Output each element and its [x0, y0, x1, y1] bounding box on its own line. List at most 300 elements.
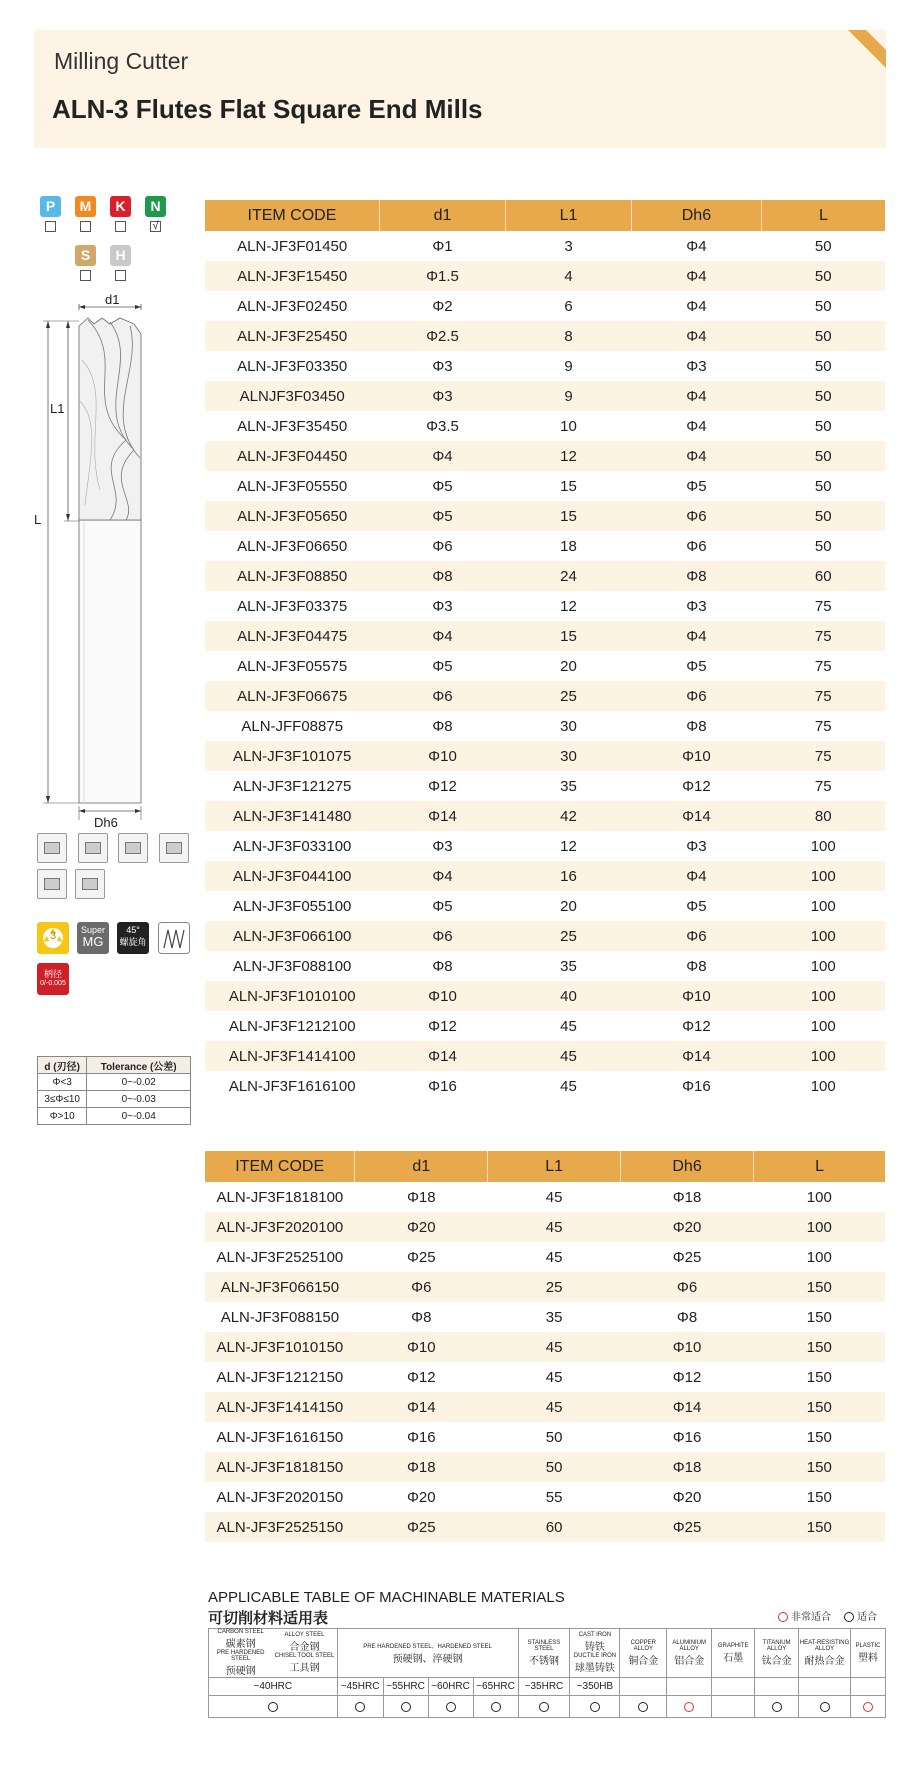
- table-cell: Φ14: [621, 1392, 754, 1422]
- material-badge-s: S: [75, 245, 96, 266]
- table-cell: Φ10: [631, 741, 761, 771]
- slot-milling-icon: [78, 833, 108, 863]
- table-cell: 150: [754, 1452, 885, 1482]
- material-checkbox-p: [45, 221, 56, 232]
- table-cell: ALN-JF3F055100: [233, 897, 352, 915]
- table-cell: Φ2: [432, 297, 453, 315]
- table-cell: Φ4: [631, 861, 761, 891]
- suitability-cell: [209, 1696, 338, 1718]
- table-cell: 8: [506, 321, 632, 351]
- material-en: PRE HARDENED STEEL、HARDENED STEEL: [363, 1644, 492, 1650]
- table-row: [205, 1212, 885, 1242]
- table-cell: Φ14: [631, 801, 761, 831]
- table-cell: Φ8: [411, 1308, 432, 1326]
- helix-angle-value: 45°: [126, 925, 140, 935]
- table-cell: ALNJF3F03450: [205, 381, 379, 411]
- column-header: L1: [506, 200, 632, 231]
- material-aluminium-alloy: [667, 1629, 712, 1678]
- table-cell: 35: [560, 777, 577, 795]
- table-cell: Φ4: [631, 321, 761, 351]
- table-cell: 150: [806, 1488, 832, 1506]
- table-cell: Φ20: [355, 1212, 488, 1242]
- table-row: [205, 321, 885, 351]
- table-cell: 150: [806, 1308, 832, 1326]
- table-cell: Φ10: [355, 1332, 488, 1362]
- table-row: [205, 351, 885, 381]
- table-cell: Φ8: [686, 957, 707, 975]
- table-row: [205, 711, 885, 741]
- table-cell: ALN-JF3F101075: [205, 741, 379, 771]
- header-banner: [34, 30, 886, 148]
- column-header: d1: [379, 200, 505, 231]
- coating-badge: [77, 922, 109, 954]
- table-cell: Φ14: [631, 1041, 761, 1071]
- table-cell: Φ3: [432, 357, 453, 375]
- table-cell: Φ14: [379, 1041, 505, 1071]
- table-cell: 20: [560, 657, 577, 675]
- table-cell: 75: [814, 717, 832, 735]
- table-cell: 45: [488, 1392, 621, 1422]
- side-milling-icon: [37, 833, 67, 863]
- legend-suitable-label: 适合: [857, 1612, 877, 1623]
- shank-tolerance-value: 0/-0.005: [40, 980, 66, 987]
- suitability-cell: [518, 1696, 570, 1718]
- table-cell: Φ3: [379, 381, 505, 411]
- table-cell: 80: [761, 801, 885, 831]
- material-en: ALUMINIUM: [672, 1639, 707, 1646]
- table-row: [205, 561, 885, 591]
- material-cn: 碳素钢: [225, 1639, 256, 1650]
- column-header: L1: [488, 1151, 621, 1182]
- pocket-milling-icon: [118, 833, 148, 863]
- table-cell: 25: [488, 1272, 621, 1302]
- applicable-materials-table: [208, 1628, 886, 1718]
- table-cell: Φ12: [672, 1368, 702, 1386]
- table-cell: Φ5: [432, 657, 453, 675]
- table-cell: Φ25: [406, 1248, 436, 1266]
- circle-icon: [401, 1702, 411, 1712]
- table-cell: Φ14: [379, 801, 505, 831]
- red-circle-icon: [684, 1702, 694, 1712]
- column-header: Dh6: [621, 1151, 754, 1182]
- suitability-cell: [755, 1696, 799, 1718]
- table-cell: Φ4: [631, 381, 761, 411]
- material-cn: 球墨铸铁: [574, 1663, 615, 1674]
- shank-label: 柄径: [43, 969, 62, 979]
- step-milling-icon: [75, 869, 105, 899]
- table-row: [205, 981, 885, 1011]
- table-cell: 50: [814, 357, 832, 375]
- table-cell: 100: [761, 981, 885, 1011]
- material-en: COPPER ALLOY: [630, 1639, 656, 1652]
- table-cell: Φ5: [686, 897, 707, 915]
- table-cell: 100: [754, 1212, 885, 1242]
- table-cell: 35: [560, 957, 577, 975]
- table-cell: Φ4: [379, 621, 505, 651]
- table-cell: Φ16: [406, 1428, 436, 1446]
- material-en: ALLOY: [766, 1645, 787, 1652]
- table-cell: ALN-JF3F15450: [205, 261, 379, 291]
- table-cell: Φ18: [672, 1188, 702, 1206]
- table-row: [205, 1182, 885, 1212]
- table-cell: Φ10: [379, 981, 505, 1011]
- dim-label-Dh6: Dh6: [94, 815, 118, 830]
- table-cell: 100: [761, 921, 885, 951]
- table-cell: ALN-JF3F06650: [237, 537, 348, 555]
- table-cell: ALN-JF3F044100: [205, 861, 379, 891]
- table-cell: 75: [761, 741, 885, 771]
- table-cell: 50: [761, 381, 885, 411]
- table-cell: Φ12: [406, 1368, 436, 1386]
- table-cell: ALN-JF3F2525100: [216, 1248, 344, 1266]
- table-row: [205, 1332, 885, 1362]
- table-cell: 100: [806, 1248, 832, 1266]
- table-cell: 50: [814, 237, 832, 255]
- material-badge-p: P: [40, 196, 61, 217]
- table-cell: Φ3.5: [426, 417, 459, 435]
- table-cell: 50: [814, 537, 832, 555]
- table-row: [205, 261, 885, 291]
- table-cell: ALN-JF3F066100: [205, 921, 379, 951]
- table-cell: Φ6: [379, 921, 505, 951]
- legend-very-suitable-label: 非常适合: [791, 1612, 831, 1623]
- hardness-row: [209, 1678, 886, 1696]
- table-cell: Φ6: [379, 681, 505, 711]
- shank-tolerance-badge: [37, 963, 69, 995]
- table-cell: Φ3: [686, 837, 707, 855]
- table-cell: 15: [506, 621, 632, 651]
- material-cn: 合金钢: [289, 1642, 320, 1653]
- table-cell: ALN-JF3F01450: [237, 237, 348, 255]
- table-row: [205, 1422, 885, 1452]
- table-cell: 50: [814, 417, 832, 435]
- suitability-row: [209, 1696, 886, 1718]
- tolerance-cell: Φ>10: [38, 1108, 87, 1125]
- tolerance-row: [38, 1108, 191, 1125]
- table-cell: 3: [564, 237, 573, 255]
- table-cell: Φ1: [432, 237, 453, 255]
- suitability-cell: [570, 1696, 620, 1718]
- table-cell: Φ18: [355, 1452, 488, 1482]
- table-cell: 55: [545, 1488, 563, 1506]
- table-cell: 100: [810, 1017, 836, 1035]
- table-cell: 30: [506, 741, 632, 771]
- table-cell: 75: [814, 657, 832, 675]
- column-header: Dh6: [631, 200, 761, 231]
- table-cell: Φ10: [379, 741, 505, 771]
- face-milling-icon: [159, 833, 189, 863]
- table-cell: Φ4: [379, 861, 505, 891]
- table-cell: Φ6: [432, 537, 453, 555]
- table-cell: ALN-JF3F1616150: [216, 1428, 344, 1446]
- table-cell: 35: [545, 1308, 563, 1326]
- table-cell: ALN-JF3F1212150: [216, 1368, 344, 1386]
- dim-label-L1: L1: [50, 401, 65, 416]
- circle-icon: [590, 1702, 600, 1712]
- helix-angle-label: 螺旋角: [119, 937, 147, 947]
- suitability-cell: [383, 1696, 428, 1718]
- suitability-cell: [473, 1696, 518, 1718]
- hardness-cell: [620, 1678, 667, 1696]
- table-cell: Φ2.5: [379, 321, 505, 351]
- material-en: CARBON STEEL: [217, 1629, 264, 1635]
- red-circle-icon: [778, 1612, 788, 1622]
- table-row: [205, 1272, 885, 1302]
- table-cell: 15: [560, 477, 577, 495]
- tolerance-cell: 3≤Φ≤10: [38, 1091, 87, 1108]
- table-cell: ALN-JFF08875: [241, 717, 344, 735]
- page-title: ALN-3 Flutes Flat Square End Mills: [52, 94, 483, 124]
- table-row: [205, 411, 885, 441]
- table-cell: 12: [560, 837, 577, 855]
- table-cell: ALN-JF3F1818100: [216, 1188, 344, 1206]
- table-cell: Φ20: [406, 1488, 436, 1506]
- column-header: ITEM CODE: [205, 200, 379, 231]
- table-cell: 45: [545, 1368, 563, 1386]
- material-en: ALLOY: [679, 1645, 699, 1652]
- suitability-cell: [620, 1696, 667, 1718]
- material-en: STAINLESS STEEL: [527, 1639, 561, 1652]
- table-row: [205, 1392, 885, 1422]
- tolerance-row: [38, 1091, 191, 1108]
- table-cell: ALN-JF3F2020100: [205, 1212, 355, 1242]
- table-cell: ALN-JF3F121275: [233, 777, 352, 795]
- table-cell: Φ6: [631, 501, 761, 531]
- table-cell: 25: [506, 921, 632, 951]
- table-cell: Φ6: [686, 537, 707, 555]
- table-cell: Φ20: [672, 1488, 702, 1506]
- hardness-cell: ~45HRC: [337, 1678, 383, 1696]
- material-cn: 铜合金: [628, 1655, 659, 1667]
- table-cell: Φ6: [631, 921, 761, 951]
- table-row: [205, 651, 885, 681]
- circle-icon: [491, 1702, 501, 1712]
- material-cn: 工具钢: [289, 1663, 320, 1674]
- tolerance-row: [38, 1074, 191, 1091]
- table-cell: Φ16: [682, 1077, 711, 1095]
- dim-label-L: L: [34, 512, 42, 527]
- suitability-cell: [799, 1696, 851, 1718]
- table-cell: 6: [564, 297, 573, 315]
- material-copper-alloy: [620, 1629, 667, 1678]
- table-row: [205, 291, 885, 321]
- table-cell: 100: [806, 1188, 832, 1206]
- corner-decoration-inner: [866, 30, 886, 50]
- table-cell: Φ6: [621, 1272, 754, 1302]
- table-cell: Φ6: [355, 1272, 488, 1302]
- table-row: [205, 951, 885, 981]
- table-cell: Φ16: [672, 1428, 702, 1446]
- table-cell: ALN-JF3F04450: [205, 441, 379, 471]
- table-cell: ALN-JF3F088150: [220, 1308, 340, 1326]
- table-cell: Φ10: [621, 1332, 754, 1362]
- hardness-cell: ~350HB: [570, 1678, 620, 1696]
- table-cell: ALN-JF3F1010100: [205, 981, 379, 1011]
- material-cn: 塑料: [857, 1652, 878, 1664]
- table-cell: Φ5: [379, 501, 505, 531]
- table-row: [205, 831, 885, 861]
- plunge-milling-icon: [37, 869, 67, 899]
- flute-count: 3: [49, 930, 57, 942]
- table-cell: 75: [761, 621, 885, 651]
- table-cell: Φ4: [631, 621, 761, 651]
- table-cell: ALN-JF3F2525150: [205, 1512, 355, 1542]
- circle-icon: [844, 1612, 854, 1622]
- table-cell: 50: [761, 261, 885, 291]
- table-cell: Φ4: [379, 441, 505, 471]
- material-badge-m: M: [75, 196, 96, 217]
- table-cell: Φ5: [686, 477, 707, 495]
- hardness-cell: [667, 1678, 712, 1696]
- red-circle-icon: [863, 1702, 873, 1712]
- table-cell: Φ12: [682, 1017, 711, 1035]
- table-cell: 150: [754, 1332, 885, 1362]
- hardness-cell: ~65HRC: [473, 1678, 518, 1696]
- table-row: [205, 1071, 885, 1101]
- circle-icon: [772, 1702, 782, 1712]
- table-cell: ALN-JF3F35450: [237, 417, 348, 435]
- material-checkbox-s: [80, 270, 91, 281]
- table-cell: 50: [761, 441, 885, 471]
- hardness-cell: ~35HRC: [518, 1678, 570, 1696]
- spec-table-1-header: [205, 200, 885, 231]
- material-cn: 预硬钢、淬硬钢: [392, 1654, 463, 1665]
- table-cell: Φ4: [686, 417, 707, 435]
- table-cell: ALN-JF3F05650: [205, 501, 379, 531]
- table-cell: Φ8: [676, 1308, 698, 1326]
- table-cell: ALN-JF3F05575: [237, 657, 348, 675]
- table-cell: Φ25: [355, 1512, 488, 1542]
- material-graphite: [712, 1629, 755, 1678]
- table-cell: ALN-JF3F05550: [237, 477, 348, 495]
- material-stainless-steel: [518, 1629, 570, 1678]
- table-cell: ALN-JF3F033100: [233, 837, 352, 855]
- table-cell: Φ3: [432, 597, 453, 615]
- column-header: L: [754, 1151, 885, 1182]
- table-row: [205, 1362, 885, 1392]
- table-cell: Φ8: [379, 561, 505, 591]
- table-cell: ALN-JF3F1616100: [228, 1077, 356, 1095]
- table-cell: 60: [761, 561, 885, 591]
- table-cell: 100: [810, 897, 836, 915]
- table-cell: Φ1.5: [379, 261, 505, 291]
- applicable-title-en: APPLICABLE TABLE OF MACHINABLE MATERIALS: [208, 1589, 565, 1606]
- table-cell: ALN-JF3F1212100: [228, 1017, 356, 1035]
- table-cell: 16: [506, 861, 632, 891]
- material-badge-n: N: [145, 196, 166, 217]
- suitability-cell: [667, 1696, 712, 1718]
- material-cn: 不锈钢: [528, 1655, 559, 1667]
- table-row: [205, 1482, 885, 1512]
- material-names-row: [209, 1629, 886, 1678]
- material-en: ALLOY STEEL: [284, 1632, 325, 1638]
- table-cell: Φ5: [432, 477, 453, 495]
- table-row: [205, 231, 885, 261]
- material-checkbox-m: [80, 221, 91, 232]
- table-cell: Φ18: [621, 1452, 754, 1482]
- table-cell: ALN-JF3F04475: [205, 621, 379, 651]
- table-cell: 150: [754, 1392, 885, 1422]
- table-cell: Φ4: [686, 297, 707, 315]
- table-cell: 50: [814, 477, 832, 495]
- tolerance-cell: Φ<3: [38, 1074, 87, 1091]
- table-cell: 12: [506, 441, 632, 471]
- column-header: ITEM CODE: [205, 1151, 355, 1182]
- circle-icon: [446, 1702, 456, 1712]
- material-checkbox-k: [115, 221, 126, 232]
- table-cell: Φ4: [631, 261, 761, 291]
- table-cell: 24: [506, 561, 632, 591]
- coating-label-bottom: MG: [82, 934, 104, 949]
- table-cell: Φ25: [621, 1512, 754, 1542]
- table-cell: 9: [506, 381, 632, 411]
- helix-angle-badge: [117, 922, 149, 954]
- table-row: [205, 501, 885, 531]
- table-cell: Φ3: [686, 357, 707, 375]
- table-cell: 45: [506, 1041, 632, 1071]
- hardness-cell: [850, 1678, 885, 1696]
- material-cast-iron: [570, 1629, 620, 1678]
- table-cell: 4: [506, 261, 632, 291]
- material-titanium-alloy: [755, 1629, 799, 1678]
- tolerance-header: d (刃径): [38, 1057, 87, 1074]
- column-header: L: [761, 200, 885, 231]
- material-en: DUCTILE IRON: [573, 1653, 617, 1659]
- tolerance-table: [37, 1056, 191, 1125]
- table-cell: 50: [761, 501, 885, 531]
- table-cell: Φ10: [631, 981, 761, 1011]
- table-row: [205, 1011, 885, 1041]
- table-cell: ALN-JF3F066150: [205, 1272, 355, 1302]
- material-checkbox-n: √: [150, 221, 161, 232]
- table-cell: Φ12: [428, 777, 457, 795]
- table-cell: Φ12: [682, 777, 711, 795]
- header-subtitle: Milling Cutter: [54, 48, 189, 74]
- material-en: CHISEL TOOL STEEL: [274, 1653, 335, 1659]
- table-cell: Φ25: [672, 1248, 702, 1266]
- legend-very-suitable: [778, 1608, 831, 1623]
- table-row: [205, 471, 885, 501]
- suitability-cell: [712, 1696, 755, 1718]
- tolerance-cell: 0~-0.02: [87, 1074, 191, 1091]
- tolerance-body: [38, 1074, 191, 1125]
- material-cn: 耐热合金: [804, 1655, 845, 1667]
- coating-label-top: Super: [80, 925, 106, 935]
- end-mill-diagram: [30, 290, 160, 820]
- material-alloy-steel: [272, 1629, 337, 1678]
- table-row: [205, 441, 885, 471]
- table-cell: Φ5: [432, 897, 453, 915]
- table-cell: 150: [806, 1368, 832, 1386]
- table-cell: 45: [560, 1017, 577, 1035]
- spec-table-2-body: [205, 1182, 885, 1542]
- dim-label-d1: d1: [105, 292, 120, 307]
- table-cell: 45: [545, 1248, 563, 1266]
- table-cell: 45: [488, 1212, 621, 1242]
- material-heat-resisting-alloy: [799, 1629, 851, 1678]
- table-cell: ALN-JF3F088100: [233, 957, 352, 975]
- table-cell: 100: [761, 1041, 885, 1071]
- hardness-cell: [755, 1678, 799, 1696]
- table-cell: 75: [761, 681, 885, 711]
- applicable-title-cn: 可切削材料适用表: [208, 1610, 329, 1627]
- hardness-cell: ~40HRC: [209, 1678, 338, 1696]
- table-cell: 45: [488, 1332, 621, 1362]
- table-cell: 75: [814, 777, 832, 795]
- material-en: GRAPHITE: [717, 1642, 749, 1649]
- table-cell: ALN-JF3F141480: [205, 801, 379, 831]
- circle-icon: [268, 1702, 278, 1712]
